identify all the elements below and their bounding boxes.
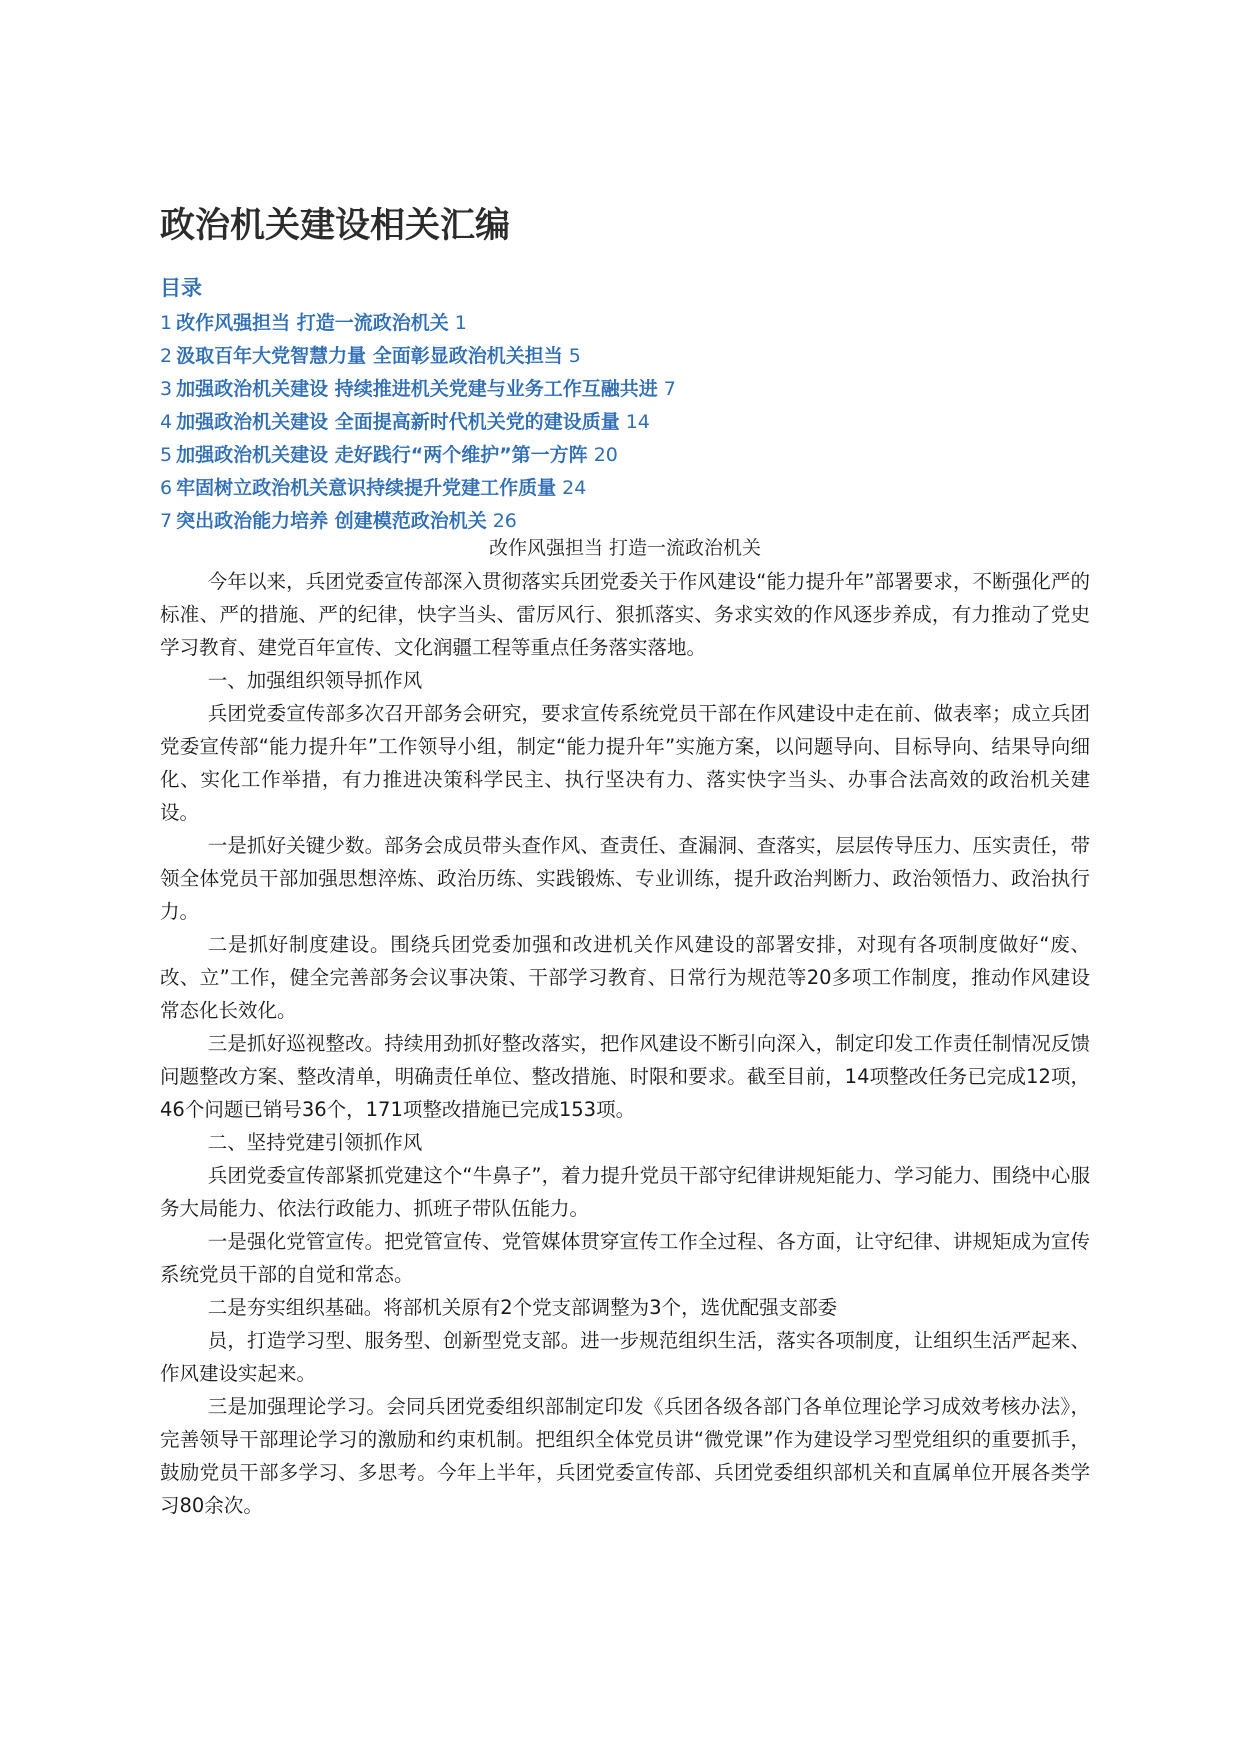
toc-item-number: 6 — [160, 477, 173, 499]
body-paragraph: 一是抓好关键少数。部务会成员带头查作风、查责任、查漏洞、查落实，层层传导压力、压实责任，带领全体党员干部加强思想淬炼、政治历练、实践锻炼、专业训练，提升政治判断力、政治领悟力、政治执行力。 — [160, 834, 1090, 923]
section-heading: 一、加强组织领导抓作风 — [207, 669, 423, 692]
body-paragraph: 兵团党委宣传部紧抓党建这个“牛鼻子”，着力提升党员干部守纪律讲规矩能力、学习能力、围绕中心服务大局能力、依法行政能力、抓班子带队伍能力。 — [160, 1164, 1090, 1220]
toc-item-number: 1 — [160, 312, 173, 334]
body-paragraph: 一是强化党管宣传。把党管宣传、党管媒体贯穿宣传工作全过程、各方面，让守纪律、讲规矩成为宣传系统党员干部的自觉和常态。 — [160, 1230, 1090, 1286]
toc-item-6[interactable] — [160, 472, 676, 505]
body-paragraph: 员，打造学习型、服务型、创新型党支部。进一步规范组织生活，落实各项制度，让组织生活严起来、作风建设实起来。 — [160, 1329, 1090, 1385]
toc-item-page: 7 — [663, 378, 676, 400]
body-paragraph: 二是夯实组织基础。将部机关原有2个党支部调整为3个，选优配强支部委 — [207, 1296, 838, 1319]
toc-item-1[interactable] — [160, 307, 676, 340]
toc-item-page: 1 — [454, 312, 467, 334]
toc-item-number: 3 — [160, 378, 173, 400]
toc-item-2[interactable] — [160, 340, 676, 373]
toc-item-page: 5 — [568, 345, 581, 367]
toc-item-title: 改作风强担当 打造一流政治机关 — [176, 312, 449, 334]
toc-item-page: 24 — [562, 477, 587, 499]
body-paragraph: 三是加强理论学习。会同兵团党委组织部制定印发《兵团各级各部门各单位理论学习成效考核办法》，完善领导干部理论学习的激励和约束机制。把组织全体党员讲“微党课”作为建设学习型党组织的重要抓手，鼓励党员干部多学习、多思考。今年上半年，兵团党委宣传部、兵团党委组织部机关和直属单位开展各类学习80余次。 — [160, 1395, 1090, 1517]
toc-item-title: 加强政治机关建设 走好践行“两个维护”第一方阵 — [176, 444, 588, 466]
toc-item-5[interactable] — [160, 439, 676, 472]
toc-item-4[interactable] — [160, 406, 676, 439]
toc-item-number: 2 — [160, 345, 173, 367]
article-body — [160, 565, 1090, 1522]
toc-item-title: 牢固树立政治机关意识持续提升党建工作质量 — [176, 477, 557, 499]
toc-item-number: 7 — [160, 510, 173, 532]
body-paragraph: 兵团党委宣传部多次召开部务会研究，要求宣传系统党员干部在作风建设中走在前、做表率；成立兵团党委宣传部“能力提升年”工作领导小组，制定“能力提升年”实施方案，以问题导向、目标导向、结果导向细化、实化工作举措，有力推进决策科学民主、执行坚决有力、落实快字当头、办事合法高效的政治机关建设。 — [160, 702, 1090, 824]
section-heading: 二、坚持党建引领抓作风 — [207, 1131, 423, 1154]
toc-item-number: 5 — [160, 444, 173, 466]
body-paragraph: 二是抓好制度建设。围绕兵团党委加强和改进机关作风建设的部署安排，对现有各项制度做好“废、改、立”工作，健全完善部务会议事决策、干部学习教育、日常行为规范等20多项工作制度，推动作风建设常态化长效化。 — [160, 933, 1090, 1022]
toc-item-page: 26 — [492, 510, 517, 532]
table-of-contents — [160, 307, 676, 538]
toc-item-title: 加强政治机关建设 全面提高新时代机关党的建设质量 — [176, 411, 620, 433]
toc-item-title: 汲取百年大党智慧力量 全面彰显政治机关担当 — [176, 345, 563, 367]
toc-heading: 目录 — [160, 276, 202, 300]
body-paragraph: 今年以来，兵团党委宣传部深入贯彻落实兵团党委关于作风建设“能力提升年”部署要求，不断强化严的标准、严的措施、严的纪律，快字当头、雷厉风行、狠抓落实、务求实效的作风逐步养成，有力推动了党史学习教育、建党百年宣传、文化润疆工程等重点任务落实落地。 — [160, 570, 1090, 659]
toc-item-title: 加强政治机关建设 持续推进机关党建与业务工作互融共进 — [176, 378, 658, 400]
toc-item-page: 20 — [593, 444, 618, 466]
toc-item-page: 14 — [625, 411, 650, 433]
body-paragraph: 三是抓好巡视整改。持续用劲抓好整改落实，把作风建设不断引向深入，制定印发工作责任制情况反馈问题整改方案、整改清单，明确责任单位、整改措施、时限和要求。截至目前，14项整改任务已完成12项，46个问题已销号36个，171项整改措施已完成153项。 — [160, 1032, 1090, 1121]
article-title: 改作风强担当 打造一流政治机关 — [488, 537, 762, 559]
toc-item-title: 突出政治能力培养 创建模范政治机关 — [176, 510, 487, 532]
toc-item-number: 4 — [160, 411, 173, 433]
document-title: 政治机关建设相关汇编 — [160, 206, 511, 246]
toc-item-3[interactable] — [160, 373, 676, 406]
